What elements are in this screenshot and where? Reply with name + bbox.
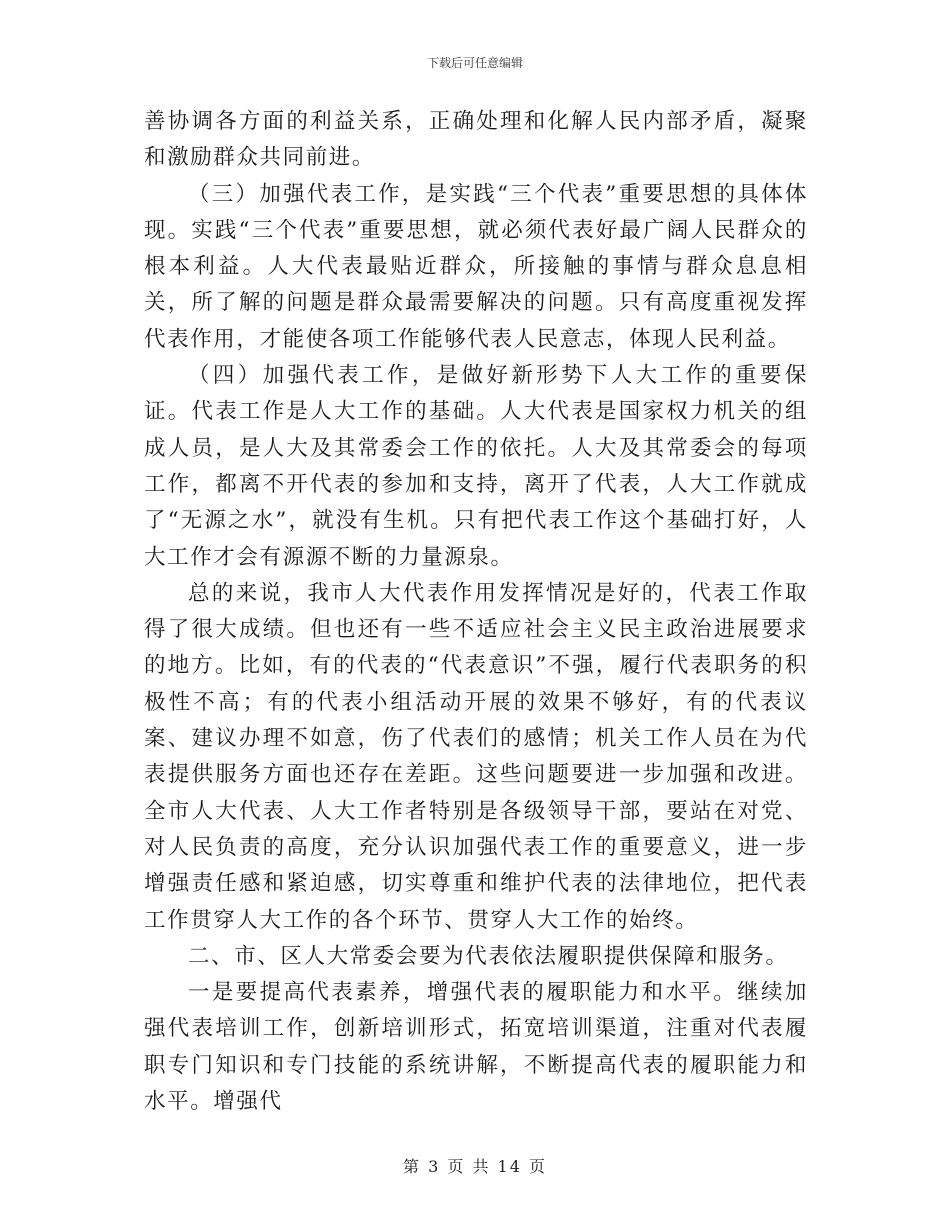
paragraph-4: 总的来说，我市人大代表作用发挥情况是好的，代表工作取得了很大成绩。但也还有一些不适应社会主义民主政治进展要求的地方。比如，有的代表的“代表意识”不强，履行代表职务的积极性不高；有的代表小组活动开展的效果不够好，有的代表议案、建议办理不如意，伤了代表们的感情；机关工作人员在为代表提供服务方面也还存在差距。这些问题要进一步加强和改进。全市人大代表、人大工作者特别是各级领导干部，要站在对党、对人民负责的高度，充分认识加强代表工作的重要意义，进一步增强责任感和紧迫感，切实尊重和维护代表的法律地位，把代表工作贯穿人大工作的各个环节、贯穿人大工作的始终。 <box>144 580 808 933</box>
page-number-footer: 第 3 页 共 14 页 <box>403 1157 547 1176</box>
page-header: 下载后可任意编辑 <box>426 56 523 70</box>
paragraph-1: 善协调各方面的利益关系，正确处理和化解人民内部矛盾，凝聚和激励群众共同前进。 <box>144 109 808 171</box>
document-body <box>144 104 808 1120</box>
paragraph-5: 二、市、区人大常委会要为代表依法履职提供保障和服务。 <box>188 943 789 969</box>
paragraph-6: 一是要提高代表素养，增强代表的履职能力和水平。继续加强代表培训工作，创新培训形式，拓宽培训渠道，注重对代表履职专门知识和专门技能的系统讲解，不断提高代表的履职能力和水平。增强代 <box>144 980 808 1115</box>
paragraph-3: （四）加强代表工作，是做好新形势下人大工作的重要保证。代表工作是人大工作的基础。人大代表是国家权力机关的组成人员，是人大及其常委会工作的依托。人大及其常委会的每项工作，都离不开代表的参加和支持，离开了代表，人大工作就成了“无源之水”，就没有生机。只有把代表工作这个基础打好，人大工作才会有源源不断的力量源泉。 <box>144 363 808 570</box>
paragraph-2: （三）加强代表工作，是实践“三个代表”重要思想的具体体现。实践“三个代表”重要思想，就必须代表好最广阔人民群众的根本利益。人大代表最贴近群众，所接触的事情与群众息息相关，所了解的问题是群众最需要解决的问题。只有高度重视发挥代表作用，才能使各项工作能够代表人民意志，体现人民利益。 <box>144 181 808 352</box>
